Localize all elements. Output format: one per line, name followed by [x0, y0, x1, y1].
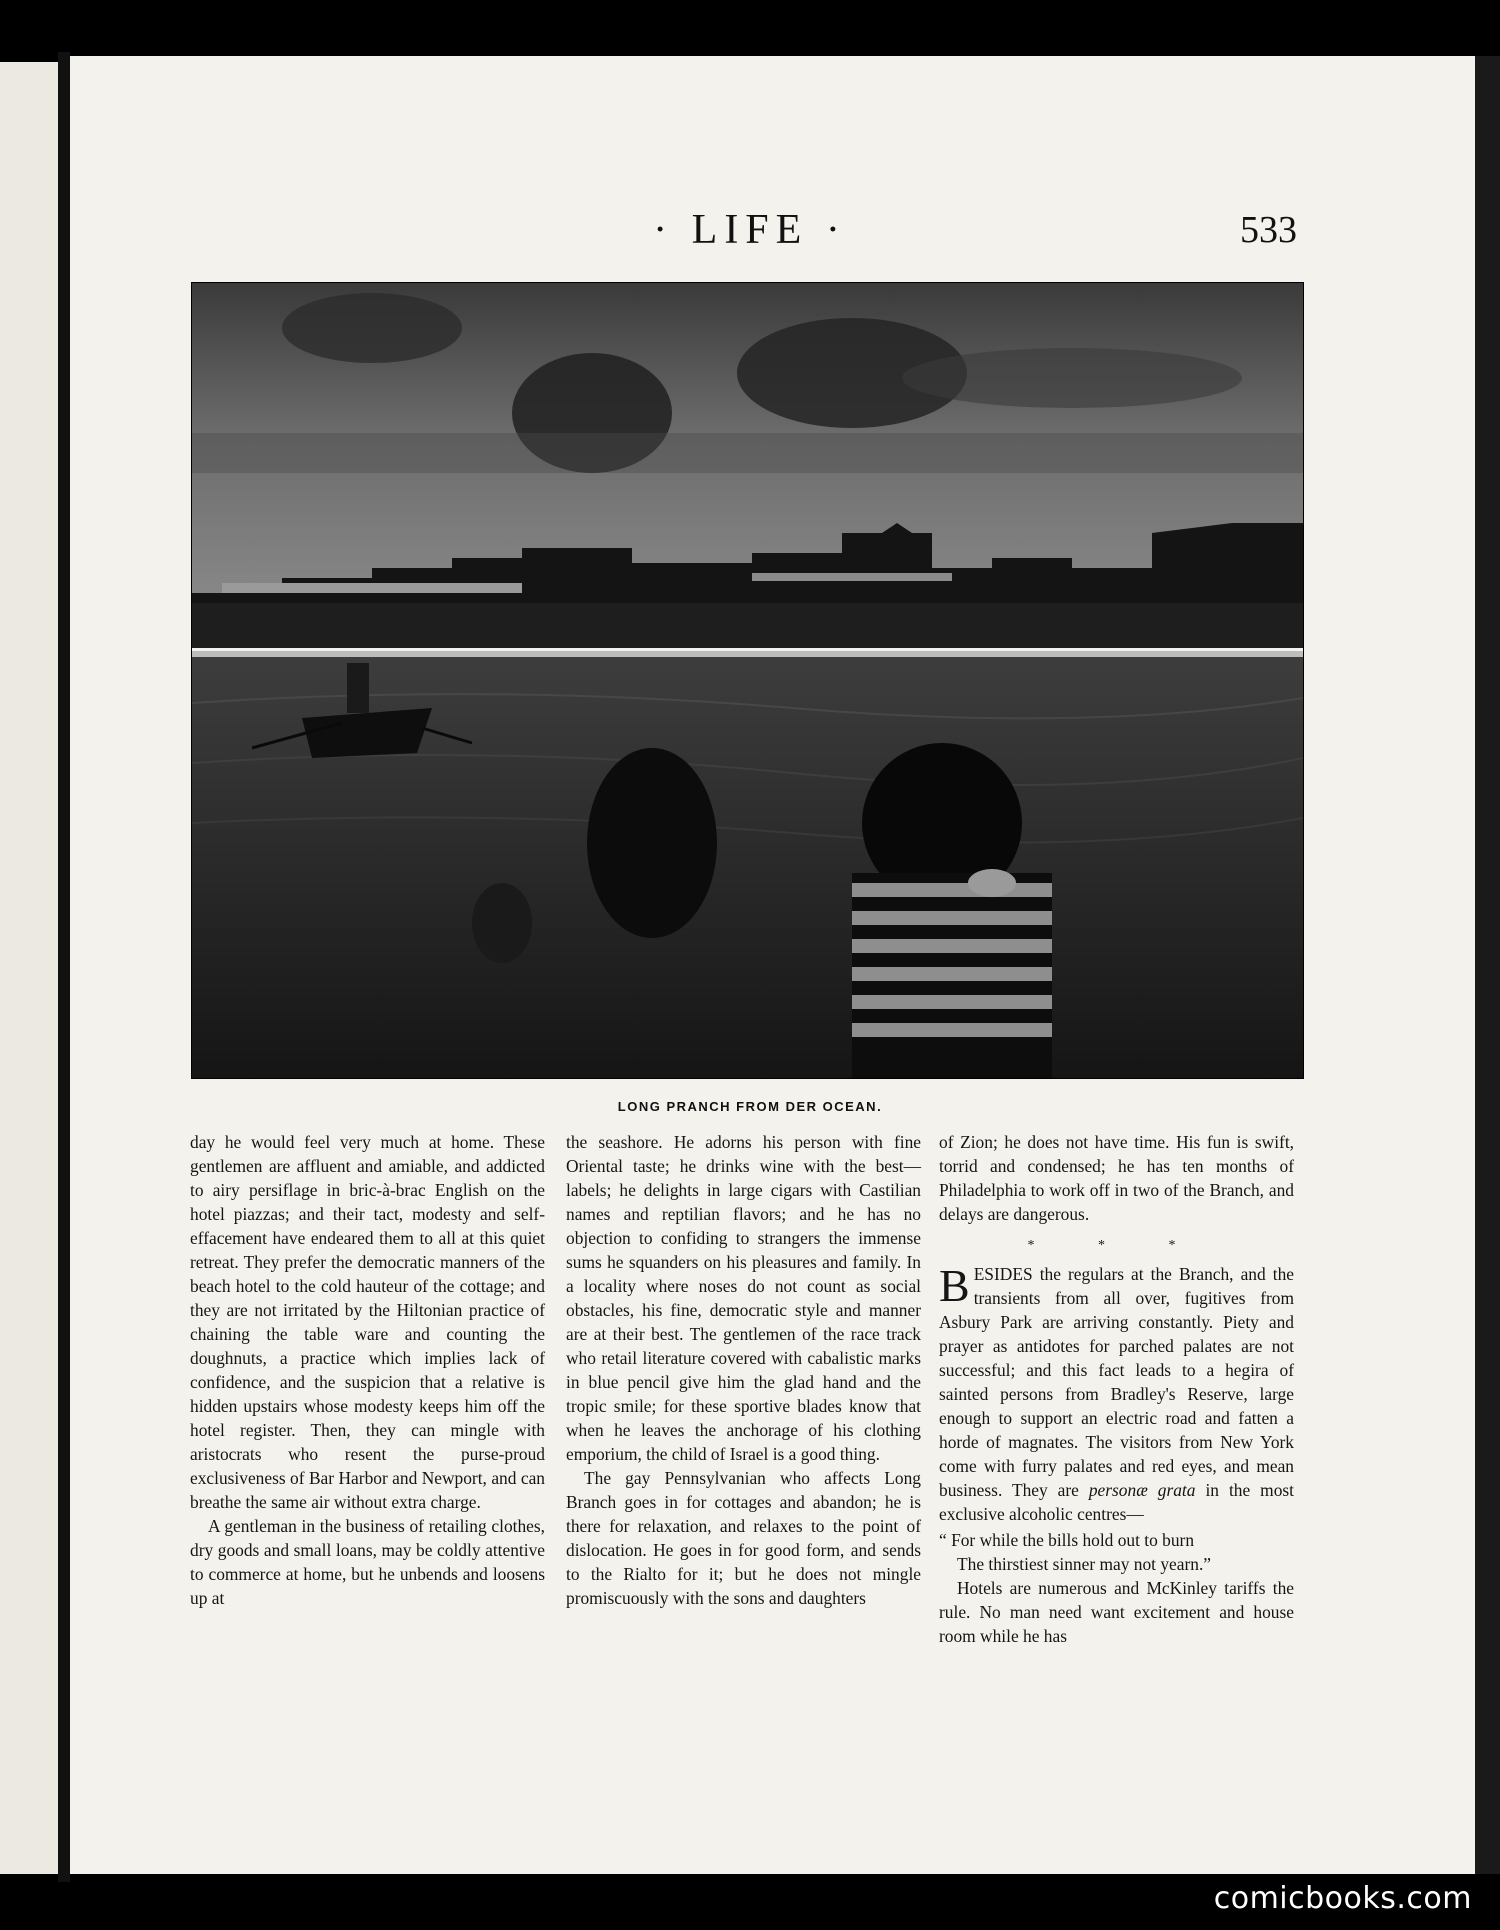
page-gutter — [58, 52, 70, 1882]
paragraph: The gay Pennsylvanian who affects Long Branch goes in for cottages and abandon; he is there for relaxation, and relaxes to the point of dislocation. He goes in for good form, and sends to the Rialto for it; but he does not mingle promiscuously with the sons and daughters — [566, 1468, 921, 1608]
masthead-title: · LIFE · — [653, 207, 847, 253]
paragraph-text: the regulars at the Branch, and the transients from all over, fugitives from Asbury Park are arriving constantly. Piety and prayer as antidotes for parched palates are not successful; and this fact leads to a hegira of sainted persons from Bradley's Reserve, large enough to support an electric road and fatten a horde of magnates. The visitors from New York come with furry palates and red eyes, and mean business. They are — [939, 1264, 1294, 1500]
paragraph: of Zion; he does not have time. His fun is swift, torrid and condensed; he has ten months of Philadelphia to work off in two of the Branch, and delays are dangerous. — [939, 1132, 1294, 1224]
photo-caption: LONG PRANCH FROM DER OCEAN. — [617, 1099, 883, 1114]
text-column-3 — [939, 1130, 1294, 1648]
paragraph — [939, 1262, 1294, 1526]
verse-line: The thirstiest sinner may not yearn.” — [957, 1554, 1212, 1574]
verse-quote — [939, 1528, 1294, 1576]
paragraph: the seashore. He adorns his person with fine Oriental taste; he drinks wine with the best—labels; he delights in large cigars with Castilian names and reptilian flavors; and he has no objection to confiding to strangers the immense sums he squanders on his pleasures and family. In a locality where noses do not count as social obstacles, his fine, democratic style and manner are at their best. The gentlemen of the race track who retail literature covered with cabalistic marks in blue pencil give him the glad hand and the tropic smile; for these sportive blades know that when he leaves the anchorage of his clothing emporium, the child of Israel is a good thing. — [566, 1132, 921, 1464]
page-right-edge — [1475, 56, 1500, 1874]
section-divider: * * * — [1027, 1238, 1206, 1253]
small-caps-lead: ESIDES — [973, 1264, 1033, 1284]
adjacent-page-edge — [0, 62, 58, 1874]
paragraph: day he would feel very much at home. These gentlemen are affluent and amiable, and addicted to airy persiflage in bric-à-brac English on the hotel piazzas; and their tact, modesty and self-effacement have endeared them to all at this quiet retreat. They prefer the democratic manners of the beach hotel to the cold hauteur of the cottage; and they are not irritated by the Hiltonian practice of chaining the table ware and counting the doughnuts, a practice which implies lack of confidence, and the suspicion that a relative is hidden upstairs whose modesty keeps him off the hotel register. Then, they can mingle with aristocrats who resent the purse-proud exclusiveness of Bar Harbor and Newport, and can breathe the same air without extra charge. — [190, 1132, 545, 1512]
italic-phrase: personæ grata — [1088, 1480, 1196, 1500]
drop-cap: B — [939, 1260, 970, 1311]
paragraph-text: in the most exclusive alcoholic centres— — [939, 1480, 1294, 1524]
beach-photograph — [191, 282, 1304, 1079]
text-column-1 — [190, 1130, 545, 1610]
verse-line: “ For while the bills hold out to burn — [939, 1530, 1195, 1550]
watermark: comicbooks.com — [1213, 1881, 1472, 1916]
page-number: 533 — [1240, 209, 1297, 251]
text-column-2 — [566, 1130, 921, 1610]
paragraph: Hotels are numerous and McKinley tariffs the rule. No man need want excitement and house room while he has — [939, 1578, 1294, 1646]
paragraph: A gentleman in the business of retailing clothes, dry goods and small loans, may be coldly attentive to commerce at home, but he unbends and loosens up at — [190, 1516, 545, 1608]
